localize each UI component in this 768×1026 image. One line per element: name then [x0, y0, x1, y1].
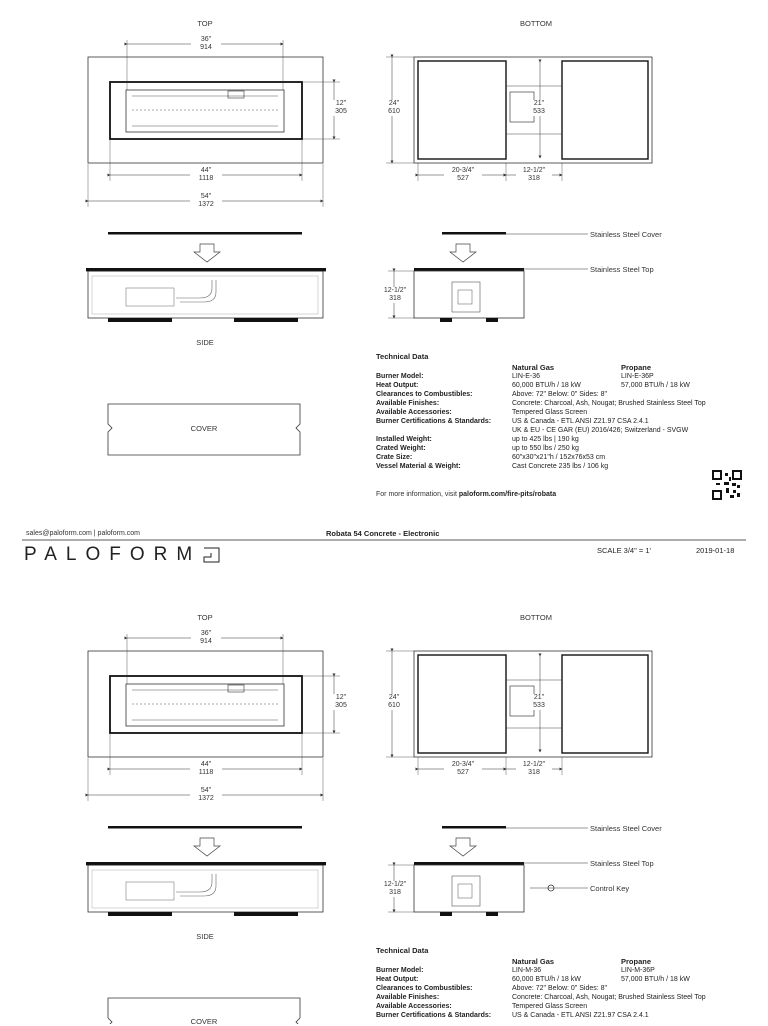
leader-control-key: Control Key — [590, 884, 630, 893]
tech-row: Available Finishes: Concrete: Charcoal, Ash, Nougat; Brushed Stainless Steel Top — [376, 400, 706, 407]
dim-right-panel: 12-1/2" 318 — [516, 761, 552, 777]
logo-mark-icon — [204, 548, 219, 562]
footer-product-name: Robata 54 Concrete - Electronic — [326, 529, 440, 538]
tech-row: Installed Weight: up to 425 lbs | 190 kg — [376, 436, 579, 443]
view-label-side: SIDE — [196, 338, 214, 347]
dim-right-panel: 12-1/2" 318 — [516, 167, 552, 183]
leader-stainless-cover: Stainless Steel Cover — [590, 824, 662, 833]
tech-row: Burner Model: LIN-E-36 LIN-E-36P — [376, 373, 654, 380]
tech-row: Burner Model: LIN-M-36 LIN-M-36P — [376, 967, 655, 974]
tech-row: Heat Output: 60,000 BTU/h / 18 kW 57,000 BTU/h / 18 kW — [376, 382, 690, 389]
cover-label: COVER — [190, 1017, 218, 1026]
tech-row: Clearances to Combustibles: Above: 72" Below: 0" Sides: 8" — [376, 985, 608, 992]
leader-stainless-top: Stainless Steel Top — [590, 265, 654, 274]
tech-row: Available Accessories: Tempered Glass Screen — [376, 1003, 588, 1010]
leader-stainless-top: Stainless Steel Top — [590, 859, 654, 868]
tech-row: UK & EU - CE GAR (EU) 2016/426; Switzerland - SVGW — [512, 427, 689, 434]
tech-row: Vessel Material & Weight: Cast Concrete 235 lbs / 106 kg — [376, 463, 609, 470]
dim-inner-width: 44" 1118 — [190, 167, 222, 183]
dim-burner-height: 12" 305 — [327, 100, 355, 116]
leader-stainless-cover: Stainless Steel Cover — [590, 230, 662, 239]
col-propane: Propane — [621, 363, 652, 372]
col-natural-gas: Natural Gas — [512, 957, 555, 966]
tech-title: Technical Data — [376, 946, 429, 955]
dim-overall-width: 54" 1372 — [190, 787, 222, 803]
col-natural-gas: Natural Gas — [512, 363, 555, 372]
view-label-bottom: BOTTOM — [520, 613, 552, 622]
tech-row: Crated Weight: up to 550 lbs / 250 kg — [376, 445, 579, 452]
dim-depth: 24" 610 — [380, 100, 408, 116]
dim-bottom-span: 21" 533 — [526, 694, 552, 710]
view-label-top: TOP — [197, 19, 213, 28]
more-info: For more information, visit paloform.com/fire-pits/robata — [376, 491, 557, 498]
dim-left-panel: 20-3/4" 527 — [444, 761, 482, 777]
brand-logo: PALOFORM — [24, 544, 202, 565]
dim-burner-width: 36" 914 — [191, 630, 221, 646]
footer-scale: SCALE 3/4" = 1' — [597, 546, 651, 555]
tech-title: Technical Data — [376, 352, 429, 361]
dim-bottom-span: 21" 533 — [526, 100, 552, 116]
tech-row: Heat Output: 60,000 BTU/h / 18 kW 57,000 BTU/h / 18 kW — [376, 976, 690, 983]
dim-left-panel: 20-3/4" 527 — [444, 167, 482, 183]
tech-row: Available Accessories: Tempered Glass Screen — [376, 409, 588, 416]
dim-depth: 24" 610 — [380, 694, 408, 710]
col-propane: Propane — [621, 957, 652, 966]
view-label-bottom: BOTTOM — [520, 19, 552, 28]
tech-row: Crate Size: 60"x30"x21"h / 152x76x53 cm — [376, 454, 606, 461]
cover-label: COVER — [190, 424, 218, 433]
dim-inner-width: 44" 1118 — [190, 761, 222, 777]
dim-overall-width: 54" 1372 — [190, 193, 222, 209]
dim-side-height: 12-1/2" 318 — [378, 881, 412, 897]
footer-date: 2019-01-18 — [696, 546, 735, 555]
tech-row: Available Finishes: Concrete: Charcoal, Ash, Nougat; Brushed Stainless Steel Top — [376, 994, 706, 1001]
view-label-top: TOP — [197, 613, 213, 622]
tech-row: Burner Certifications & Standards: US & Canada - ETL ANSI Z21.97 CSA 2.4.1 — [376, 1012, 649, 1019]
technical-data-block — [376, 946, 756, 1024]
dim-burner-width: 36" 914 — [191, 36, 221, 52]
tech-row: Burner Certifications & Standards: US & Canada - ETL ANSI Z21.97 CSA 2.4.1 — [376, 418, 649, 425]
dim-burner-height: 12" 305 — [327, 694, 355, 710]
technical-data-block — [376, 352, 756, 502]
more-info-link[interactable]: paloform.com/fire-pits/robata — [458, 491, 557, 498]
view-label-side: SIDE — [196, 932, 214, 941]
footer-contact[interactable]: sales@paloform.com | paloform.com — [26, 530, 140, 537]
dim-side-height: 12-1/2" 318 — [378, 287, 412, 303]
tech-row: Clearances to Combustibles: Above: 72" Below: 0" Sides: 8" — [376, 391, 608, 398]
